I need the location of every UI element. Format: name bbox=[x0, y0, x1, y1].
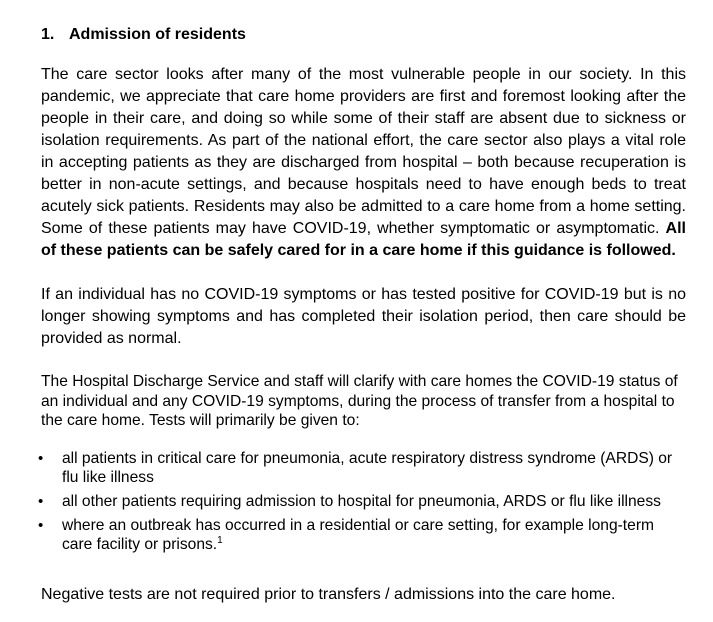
list-item bbox=[38, 449, 686, 487]
bullet-icon: • bbox=[38, 516, 44, 534]
section-heading bbox=[41, 24, 686, 46]
paragraph-care-sector-bold: All of these patients can be safely cared for in a care home if this guidance is followed. bbox=[41, 220, 686, 259]
paragraph-no-symptoms: If an individual has no COVID-19 symptoms or has tested positive for COVID-19 but is no longer showing symptoms and has completed their isolation period, then care should be provided as normal. bbox=[41, 286, 686, 347]
bullet-icon: • bbox=[38, 492, 44, 510]
list-item-text: all other patients requiring admission to hospital for pneumonia, ARDS or flu like illness bbox=[62, 492, 661, 510]
footnote-marker[interactable]: 1 bbox=[217, 534, 223, 546]
section-number: 1. bbox=[41, 26, 55, 43]
list-item-text: all patients in critical care for pneumonia, acute respiratory distress syndrome (ARDS) or flu like illness bbox=[62, 449, 673, 486]
list-item bbox=[38, 516, 686, 554]
paragraph-care-sector bbox=[41, 64, 686, 262]
document-body bbox=[38, 24, 686, 622]
paragraph-care-sector-text: The care sector looks after many of the most vulnerable people in our society. In this pandemic, we appreciate that care home providers are first and foremost looking after the people in their care, and doing so while some of their staff are absent due to sickness or isolation requirements. As part of the national effort, the care sector also plays a vital role in accepting patients as they are discharged from hospital – both because recuperation is better in non-acute settings, and because hospitals need to have enough beds to treat acutely sick patients. Residents may also be admitted to a care home from a home setting. Some of these patients may have COVID-19, whether symptomatic or asymptomatic. bbox=[41, 66, 686, 237]
bullet-icon: • bbox=[38, 449, 44, 467]
list-item bbox=[38, 492, 686, 511]
paragraph-hospital-discharge: The Hospital Discharge Service and staff will clarify with care homes the COVID-19 status of an individual and any COVID-19 symptoms, during the process of transfer from a hospital to the care home. Tests will primarily be given to: bbox=[41, 373, 678, 429]
testing-bullet-list bbox=[38, 449, 686, 554]
section-title: Admission of residents bbox=[69, 26, 246, 43]
list-item-text: where an outbreak has occurred in a residential or care setting, for example long-term care facility or prisons. bbox=[62, 516, 654, 553]
paragraph-negative-tests: Negative tests are not required prior to transfers / admissions into the care home. bbox=[41, 585, 616, 603]
